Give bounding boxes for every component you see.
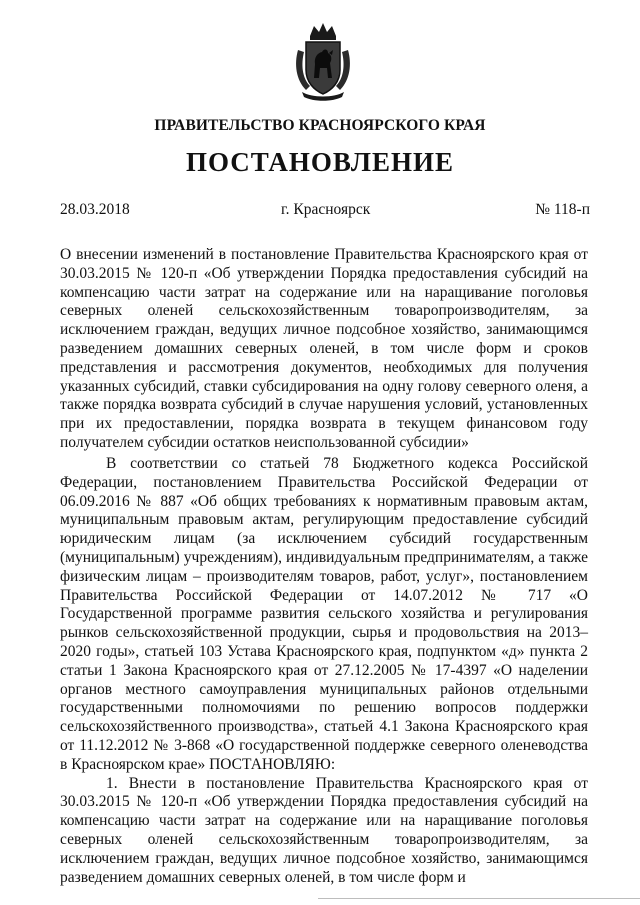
body-paragraph-legal-basis: В соответствии со статьей 78 Бюджетного кодекса Российской Федерации, постановлением Правительства Российской Федерации от 06.09.2016 № 887 «Об общих требованиях к нормативным правовым актам, муниципальным правовым актам, регулирующим предоставление субсидий юридическим лицам (за исключением субсидий государственным (муниципальным) учреждениям), индивидуальным предпринимателям, а также физическим лицам – производителям товаров, работ, услуг», постановлением Правительства Российской Федерации от 14.07.2012 № 717 «О Государственной программе развития сельского хозяйства и регулирования рынков сельскохозяйственной продукции, сырья и продовольствия на 2013–2020 годы», статьей 103 Устава Красноярского края, подпунктом «д» пункта 2 статьи 1 Закона Красноярского края от 27.12.2005 № 17-4397 «О наделении органов местного самоуправления муниципальных районов отдельными государственными полномочиями по решению вопросов поддержки сельскохозяйственного производства», статьей 4.1 Закона Красноярского края от 11.12.2012 № 3-868 «О государственной поддержке северного оленеводства в Красноярском крае» ПОСТАНОВЛЯЮ:	[60, 455, 588, 773]
document-type-title: ПОСТАНОВЛЕНИЕ	[185, 147, 455, 177]
page-bottom-divider	[318, 898, 640, 899]
document-city: г. Красноярск	[281, 201, 371, 218]
document-meta-row	[60, 201, 590, 221]
government-title: ПРАВИТЕЛЬСТВО КРАСНОЯРСКОГО КРАЯ	[154, 117, 486, 134]
document-subject: О внесении изменений в постановление Правительства Красноярского края от 30.03.2015 № 120-п «Об утверждении Порядка предоставления субсидий на компенсацию части затрат на содержание или на наращивание поголовья северных оленей сельскохозяйственным товаропроизводителям, за исключением граждан, ведущих личное подсобное хозяйство, занимающимся разведением домашних северных оленей, в том числе форм и сроков представления и рассмотрения документов, необходимых для получения указанных субсидий, ставки субсидирования на одну голову северного оленя, а также порядка возврата субсидий в случае нарушения условий, установленных при их предоставлении, порядка возврата в текущем финансовом году получателем субсидии остатков неиспользованной субсидии»	[60, 246, 588, 451]
krasnoyarsk-coat-of-arms-icon	[292, 20, 354, 102]
document-number: № 118-п	[535, 201, 590, 218]
document-date: 28.03.2018	[60, 201, 130, 218]
document-body	[60, 455, 588, 887]
body-paragraph-item-1: 1. Внести в постановление Правительства Красноярского края от 30.03.2015 № 120-п «Об утверждении Порядка предоставления субсидий на компенсацию части затрат на содержание или на наращивание поголовья северных оленей сельскохозяйственным товаропроизводителям, за исключением граждан, ведущих личное подсобное хозяйство, занимающимся разведением домашних северных оленей, в том числе форм и	[60, 774, 588, 886]
